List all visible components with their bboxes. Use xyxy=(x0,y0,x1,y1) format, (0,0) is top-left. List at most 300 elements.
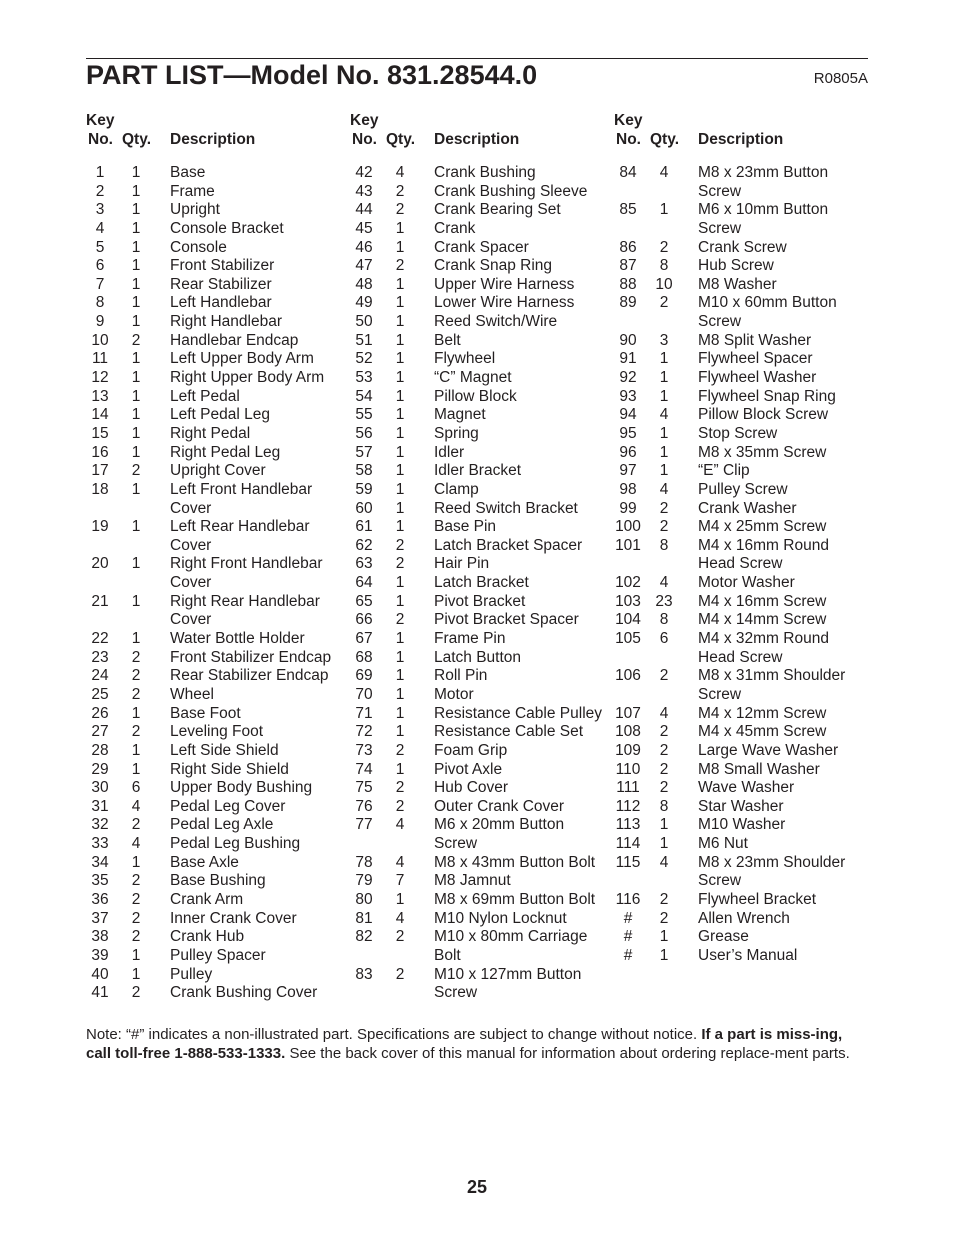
quantity: 1 xyxy=(131,238,141,256)
quantity: 2 xyxy=(659,741,669,759)
description: Front Stabilizer xyxy=(170,257,275,275)
description: Pedal Leg Bushing xyxy=(170,835,301,853)
quantity: 1 xyxy=(131,182,141,200)
quantity: 2 xyxy=(659,238,669,256)
quantity: 2 xyxy=(659,890,669,908)
quantity: 2 xyxy=(659,909,669,927)
description: Pulley xyxy=(170,965,213,983)
key-number: 106 xyxy=(615,667,641,685)
key-number: 25 xyxy=(91,685,109,703)
key-number: 32 xyxy=(91,816,109,834)
description: Lower Wire Harness xyxy=(434,294,575,312)
key-number: 89 xyxy=(619,294,637,312)
header-qty: Qty. xyxy=(386,131,415,148)
quantity: 1 xyxy=(131,630,141,648)
description: Flywheel xyxy=(434,350,496,368)
key-number: 73 xyxy=(355,741,373,759)
description: Right Pedal xyxy=(170,424,251,442)
key-number: 26 xyxy=(91,704,109,722)
description: Pivot Bracket Spacer xyxy=(434,611,579,629)
quantity: 1 xyxy=(131,760,141,778)
description: Upright Cover xyxy=(170,462,266,480)
quantity: 1 xyxy=(659,201,669,219)
key-number: 2 xyxy=(95,182,105,200)
description: Crank Washer xyxy=(698,499,797,517)
key-number: 55 xyxy=(355,406,373,424)
key-number: 77 xyxy=(355,816,373,834)
quantity: 2 xyxy=(659,779,669,797)
key-number: 50 xyxy=(355,313,373,331)
description: Right Upper Body Arm xyxy=(170,369,325,387)
key-number: 103 xyxy=(615,592,641,610)
key-number: 95 xyxy=(619,424,637,442)
quantity: 2 xyxy=(659,667,669,685)
quantity: 1 xyxy=(131,704,141,722)
description: Water Bottle Holder xyxy=(170,630,305,648)
description: Base Bushing xyxy=(170,872,266,890)
description: Resistance Cable Set xyxy=(434,723,584,741)
key-number: 46 xyxy=(355,238,373,256)
description: M6 Nut xyxy=(698,835,748,853)
description: Frame Pin xyxy=(434,630,506,648)
key-number: 88 xyxy=(619,275,637,293)
description: Crank Bushing Cover xyxy=(170,984,318,1002)
key-number: 116 xyxy=(615,890,641,908)
key-number: 115 xyxy=(615,853,641,871)
key-number: 98 xyxy=(619,480,637,498)
quantity: 2 xyxy=(395,536,405,554)
key-number: 42 xyxy=(355,164,373,181)
key-number: 113 xyxy=(615,816,641,834)
description: Latch Bracket xyxy=(434,574,529,592)
key-number: 53 xyxy=(355,369,373,387)
key-number: 68 xyxy=(355,648,373,666)
description: Crank xyxy=(434,219,476,237)
key-number: 54 xyxy=(355,387,373,405)
description: Screw xyxy=(434,984,478,1002)
description: Wheel xyxy=(170,685,214,703)
quantity: 2 xyxy=(131,909,141,927)
description: Handlebar Endcap xyxy=(170,331,299,349)
key-number: 39 xyxy=(91,946,109,964)
key-number: 30 xyxy=(91,779,109,797)
quantity: 1 xyxy=(659,462,669,480)
header-description: Description xyxy=(434,131,520,148)
key-number: 93 xyxy=(619,387,637,405)
quantity: 3 xyxy=(659,331,669,349)
description: Crank Spacer xyxy=(434,238,529,256)
quantity: 1 xyxy=(395,387,405,405)
key-number: 79 xyxy=(355,872,373,890)
description: Base Pin xyxy=(434,518,497,536)
description: Crank Snap Ring xyxy=(434,257,553,275)
quantity: 1 xyxy=(395,704,405,722)
quantity: 1 xyxy=(395,424,405,442)
key-number: 22 xyxy=(91,630,109,648)
quantity: 10 xyxy=(655,275,673,293)
quantity: 6 xyxy=(659,630,669,648)
description: Console Bracket xyxy=(170,219,284,237)
quantity: 1 xyxy=(131,480,141,498)
description: Leveling Foot xyxy=(170,723,264,741)
description: M4 x 16mm Round xyxy=(698,536,829,554)
quantity: 1 xyxy=(131,219,141,237)
key-number: 20 xyxy=(91,555,109,573)
header-key: Key xyxy=(86,112,115,129)
quantity: 1 xyxy=(131,387,141,405)
key-number: # xyxy=(623,928,633,946)
description: Crank Arm xyxy=(170,890,244,908)
description: Clamp xyxy=(434,480,479,498)
key-number: 21 xyxy=(91,592,109,610)
description: Hub Screw xyxy=(698,257,774,275)
key-number: 71 xyxy=(355,704,373,722)
description: Pivot Bracket xyxy=(434,592,526,610)
key-number: 114 xyxy=(615,835,641,853)
description: Left Rear Handlebar xyxy=(170,518,310,536)
quantity: 1 xyxy=(131,369,141,387)
key-number: 110 xyxy=(615,760,641,778)
quantity: 2 xyxy=(395,555,405,573)
quantity: 2 xyxy=(395,965,405,983)
key-number: 83 xyxy=(355,965,373,983)
key-number: 47 xyxy=(355,257,373,275)
key-number: 65 xyxy=(355,592,373,610)
header-no: No. xyxy=(352,131,377,148)
header-no: No. xyxy=(88,131,113,148)
quantity: 7 xyxy=(395,872,405,890)
key-number: 9 xyxy=(95,313,105,331)
quantity: 1 xyxy=(395,369,405,387)
quantity: 1 xyxy=(131,592,141,610)
description: Pillow Block Screw xyxy=(698,406,829,424)
quantity: 1 xyxy=(659,816,669,834)
quantity: 2 xyxy=(659,760,669,778)
description: M4 x 16mm Screw xyxy=(698,592,827,610)
quantity: 1 xyxy=(395,443,405,461)
key-number: 18 xyxy=(91,480,109,498)
description: Crank Screw xyxy=(698,238,787,256)
description: Left Pedal Leg xyxy=(170,406,270,424)
description: Cover xyxy=(170,611,212,629)
quantity: 4 xyxy=(659,480,669,498)
description: Left Handlebar xyxy=(170,294,272,312)
quantity: 1 xyxy=(131,965,141,983)
key-number: 64 xyxy=(355,574,373,592)
quantity: 1 xyxy=(659,387,669,405)
quantity: 1 xyxy=(395,238,405,256)
description: Foam Grip xyxy=(434,741,508,759)
key-number: 23 xyxy=(91,648,109,666)
description: Front Stabilizer Endcap xyxy=(170,648,332,666)
quantity: 1 xyxy=(395,685,405,703)
quantity: 1 xyxy=(395,294,405,312)
quantity: 1 xyxy=(131,555,141,573)
quantity: 2 xyxy=(659,723,669,741)
quantity: 2 xyxy=(395,928,405,946)
description: Allen Wrench xyxy=(698,909,790,927)
description: M4 x 45mm Screw xyxy=(698,723,827,741)
key-number: 60 xyxy=(355,499,373,517)
key-number: # xyxy=(623,946,633,964)
key-number: 82 xyxy=(355,928,373,946)
key-number: 36 xyxy=(91,890,109,908)
key-number: 28 xyxy=(91,741,109,759)
key-number: 27 xyxy=(91,723,109,741)
quantity: 2 xyxy=(131,667,141,685)
description: Bolt xyxy=(434,946,461,964)
description: Roll Pin xyxy=(434,667,488,685)
quantity: 2 xyxy=(659,294,669,312)
quantity: 2 xyxy=(395,779,405,797)
description: Head Screw xyxy=(698,555,783,573)
quantity: 1 xyxy=(131,257,141,275)
description: Upper Wire Harness xyxy=(434,275,575,293)
quantity: 2 xyxy=(131,928,141,946)
description: Base Axle xyxy=(170,853,239,871)
description: Cover xyxy=(170,574,212,592)
description: Flywheel Bracket xyxy=(698,890,817,908)
description: Magnet xyxy=(434,406,486,424)
quantity: 1 xyxy=(395,890,405,908)
description: Left Front Handlebar xyxy=(170,480,313,498)
quantity: 4 xyxy=(395,909,405,927)
key-number: 72 xyxy=(355,723,373,741)
quantity: 1 xyxy=(395,518,405,536)
description: Head Screw xyxy=(698,648,783,666)
note-text: Note: “#” indicates a non-illustrated part. Specifications are subject to change without notice. xyxy=(86,1026,702,1043)
key-number: 112 xyxy=(615,797,641,815)
description: “E” Clip xyxy=(698,462,750,480)
description: Crank Bushing xyxy=(434,164,536,181)
key-number: 51 xyxy=(355,331,373,349)
description: M4 x 12mm Screw xyxy=(698,704,827,722)
key-number: 109 xyxy=(615,741,641,759)
quantity: 1 xyxy=(131,164,141,181)
quantity: 4 xyxy=(659,574,669,592)
description: Rear Stabilizer xyxy=(170,275,272,293)
quantity: 2 xyxy=(395,611,405,629)
quantity: 8 xyxy=(659,257,669,275)
quantity: 6 xyxy=(131,779,141,797)
description: Left Upper Body Arm xyxy=(170,350,314,368)
quantity: 1 xyxy=(395,499,405,517)
description: M8 x 43mm Button Bolt xyxy=(434,853,596,871)
key-number: 107 xyxy=(615,704,641,722)
quantity: 1 xyxy=(131,424,141,442)
description: M10 Nylon Locknut xyxy=(434,909,567,927)
description: M8 x 23mm Button xyxy=(698,164,829,181)
key-number: 90 xyxy=(619,331,637,349)
header-description: Description xyxy=(170,131,256,148)
description: Pulley Screw xyxy=(698,480,788,498)
key-number: 59 xyxy=(355,480,373,498)
description: Crank Bearing Set xyxy=(434,201,561,219)
description: M8 Jamnut xyxy=(434,872,511,890)
description: Frame xyxy=(170,182,215,200)
key-number: 24 xyxy=(91,667,109,685)
description: Screw xyxy=(698,872,742,890)
note-bold-text: If a part is miss-ing, call toll-free 1-888-533-1333. xyxy=(86,1026,843,1062)
key-number: 15 xyxy=(91,424,109,442)
description: Upright xyxy=(170,201,220,219)
footnote xyxy=(86,1025,868,1063)
quantity: 2 xyxy=(395,741,405,759)
key-number: 34 xyxy=(91,853,109,871)
quantity: 1 xyxy=(395,462,405,480)
quantity: 2 xyxy=(659,499,669,517)
document-code: R0805A xyxy=(813,70,868,87)
description: Flywheel Spacer xyxy=(698,350,813,368)
key-number: 38 xyxy=(91,928,109,946)
key-number: 31 xyxy=(91,797,109,815)
description: “C” Magnet xyxy=(434,369,512,387)
description: Spring xyxy=(434,424,479,442)
description: Flywheel Snap Ring xyxy=(698,387,836,405)
quantity: 1 xyxy=(659,946,669,964)
description: Hair Pin xyxy=(434,555,490,573)
description: M4 x 25mm Screw xyxy=(698,518,827,536)
description: Flywheel Washer xyxy=(698,369,817,387)
description: M8 Small Washer xyxy=(698,760,820,778)
quantity: 1 xyxy=(395,648,405,666)
description: Latch Button xyxy=(434,648,522,666)
key-number: 101 xyxy=(615,536,641,554)
description: Pulley Spacer xyxy=(170,946,266,964)
key-number: 108 xyxy=(615,723,641,741)
description: Right Side Shield xyxy=(170,760,289,778)
quantity: 1 xyxy=(395,275,405,293)
description: Right Rear Handlebar xyxy=(170,592,320,610)
page-title: PART LIST—Model No. 831.28544.0 xyxy=(86,60,538,90)
description: Wave Washer xyxy=(698,779,795,797)
quantity: 1 xyxy=(131,294,141,312)
key-number: 13 xyxy=(91,387,109,405)
quantity: 4 xyxy=(131,835,141,853)
description: Pedal Leg Cover xyxy=(170,797,286,815)
description: Left Side Shield xyxy=(170,741,279,759)
quantity: 4 xyxy=(395,853,405,871)
key-number: 100 xyxy=(615,518,641,536)
key-number: 86 xyxy=(619,238,637,256)
description: Screw xyxy=(698,685,742,703)
quantity: 4 xyxy=(395,164,405,181)
description: Inner Crank Cover xyxy=(170,909,297,927)
header-key: Key xyxy=(350,112,379,129)
description: Large Wave Washer xyxy=(698,741,839,759)
description: Base Foot xyxy=(170,704,241,722)
description: Idler Bracket xyxy=(434,462,522,480)
quantity: 1 xyxy=(395,331,405,349)
description: M4 x 32mm Round xyxy=(698,630,829,648)
key-number: 76 xyxy=(355,797,373,815)
description: Pillow Block xyxy=(434,387,517,405)
header-key: Key xyxy=(614,112,643,129)
key-number: 43 xyxy=(355,182,373,200)
key-number: 61 xyxy=(355,518,373,536)
quantity: 1 xyxy=(659,350,669,368)
description: Pedal Leg Axle xyxy=(170,816,274,834)
key-number: 14 xyxy=(91,406,109,424)
description: M8 x 31mm Shoulder xyxy=(698,667,846,685)
quantity: 8 xyxy=(659,536,669,554)
description: Resistance Cable Pulley xyxy=(434,704,603,722)
description: Crank Bushing Sleeve xyxy=(434,182,588,200)
key-number: 44 xyxy=(355,201,373,219)
quantity: 1 xyxy=(659,928,669,946)
description: Latch Bracket Spacer xyxy=(434,536,583,554)
description: Grease xyxy=(698,928,749,946)
quantity: 1 xyxy=(131,443,141,461)
quantity: 1 xyxy=(395,219,405,237)
quantity: 1 xyxy=(395,630,405,648)
quantity: 2 xyxy=(395,257,405,275)
quantity: 1 xyxy=(131,350,141,368)
description: Screw xyxy=(434,835,478,853)
key-number: 63 xyxy=(355,555,373,573)
key-number: 1 xyxy=(95,164,105,181)
quantity: 8 xyxy=(659,797,669,815)
quantity: 1 xyxy=(395,406,405,424)
key-number: 58 xyxy=(355,462,373,480)
description: Upper Body Bushing xyxy=(170,779,313,797)
quantity: 4 xyxy=(131,797,141,815)
key-number: 104 xyxy=(615,611,641,629)
quantity: 1 xyxy=(395,592,405,610)
description: Star Washer xyxy=(698,797,784,815)
description: Cover xyxy=(170,536,212,554)
description: M8 x 69mm Button Bolt xyxy=(434,890,596,908)
key-number: 91 xyxy=(619,350,637,368)
quantity: 2 xyxy=(131,331,141,349)
key-number: 75 xyxy=(355,779,373,797)
quantity: 1 xyxy=(395,723,405,741)
quantity: 1 xyxy=(131,201,141,219)
key-number: 99 xyxy=(619,499,637,517)
key-number: 105 xyxy=(615,630,641,648)
quantity: 1 xyxy=(659,369,669,387)
description: Base xyxy=(170,164,206,181)
key-number: 66 xyxy=(355,611,373,629)
quantity: 8 xyxy=(659,611,669,629)
quantity: 1 xyxy=(395,350,405,368)
description: Reed Switch Bracket xyxy=(434,499,578,517)
key-number: 85 xyxy=(619,201,637,219)
description: Screw xyxy=(698,182,742,200)
description: Crank Hub xyxy=(170,928,245,946)
top-rule xyxy=(86,58,868,59)
description: M6 x 20mm Button xyxy=(434,816,565,834)
description: M8 x 35mm Screw xyxy=(698,443,827,461)
key-number: 84 xyxy=(619,164,637,181)
description: M6 x 10mm Button xyxy=(698,201,829,219)
key-number: 94 xyxy=(619,406,637,424)
description: Pivot Axle xyxy=(434,760,503,778)
key-number: 3 xyxy=(95,201,105,219)
key-number: 80 xyxy=(355,890,373,908)
key-number: 8 xyxy=(95,294,105,312)
description: M10 x 80mm Carriage xyxy=(434,928,588,946)
key-number: 49 xyxy=(355,294,373,312)
description: M10 x 60mm Button xyxy=(698,294,837,312)
description: Outer Crank Cover xyxy=(434,797,565,815)
description: Hub Cover xyxy=(434,779,509,797)
key-number: 7 xyxy=(95,275,105,293)
description: Screw xyxy=(698,313,742,331)
quantity: 2 xyxy=(131,648,141,666)
quantity: 1 xyxy=(131,275,141,293)
key-number: 70 xyxy=(355,685,373,703)
